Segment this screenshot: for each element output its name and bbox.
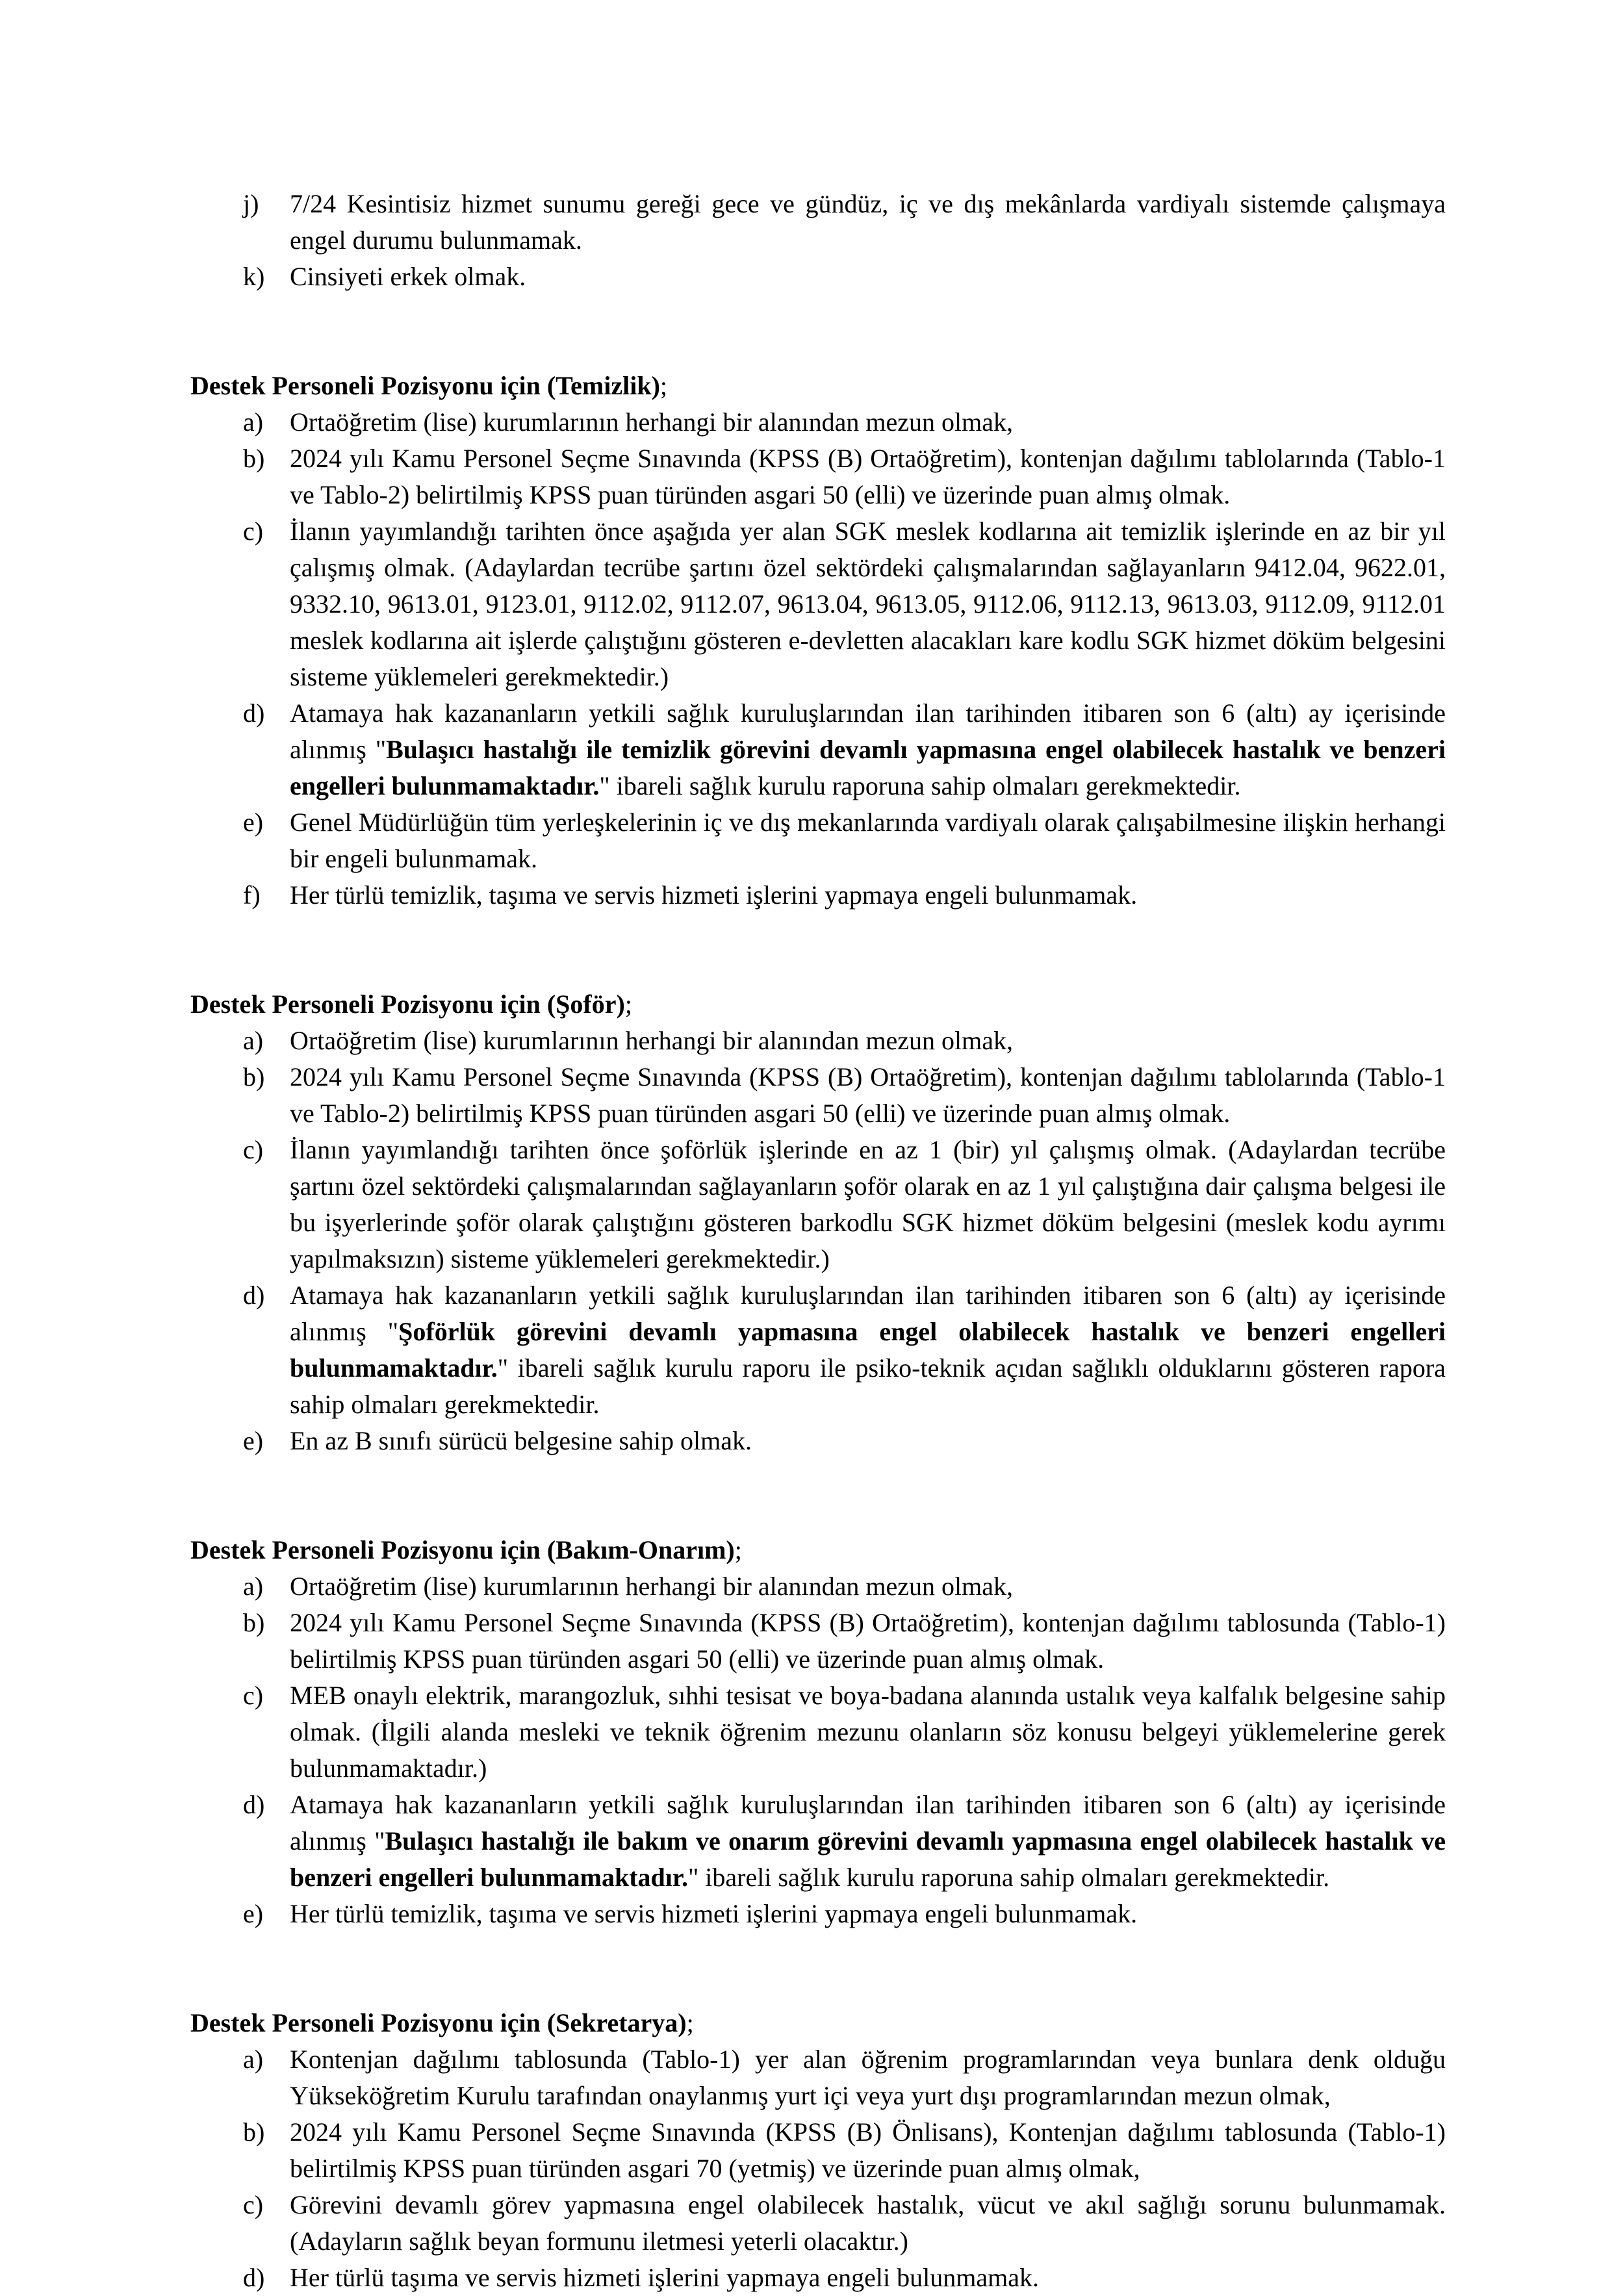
text-segment: " ibareli sağlık kurulu raporu ile psiko-teknik açıdan sağlıklı olduklarını gösteren rapora sahip olmaları gerekmektedir. — [290, 1353, 1446, 1419]
item-marker: e) — [243, 1426, 264, 1455]
heading-bold-text: Destek Personeli Pozisyonu için (Sekretarya) — [190, 2008, 687, 2037]
section-item-list — [190, 1023, 1446, 1459]
text-segment: Her türlü temizlik, taşıma ve servis hizmeti işlerini yapmaya engeli bulunmamak. — [290, 880, 1138, 910]
item-marker: b) — [243, 1062, 265, 1091]
item-text — [290, 1896, 1446, 1932]
list-item — [190, 804, 1446, 877]
text-segment: 2024 yılı Kamu Personel Seçme Sınavında (KPSS (B) Ortaöğretim), kontenjan dağılımı tablolarında (Tablo-1 ve Tablo-2) belirtilmiş KPSS puan türünden asgari 50 (elli) ve üzerinde puan almış olmak. — [290, 444, 1446, 509]
heading-tail: ; — [624, 989, 632, 1019]
text-segment: Her türlü taşıma ve servis hizmeti işlerini yapmaya engeli bulunmamak. — [290, 2263, 1040, 2292]
list-item — [190, 1896, 1446, 1932]
item-text — [290, 440, 1446, 513]
item-marker: a) — [243, 407, 264, 437]
text-segment: Atamaya hak kazananların yetkili sağlık kuruluşlarından ilan tarihinden itibaren son 6 (altı) ay içerisinde alınmış " — [290, 1790, 1446, 1856]
section-item-list — [190, 2041, 1446, 2296]
heading-bold-text: Destek Personeli Pozisyonu için (Temizlik) — [190, 371, 660, 400]
list-item — [190, 186, 1446, 259]
section-heading — [190, 986, 1446, 1023]
text-segment: Genel Müdürlüğün tüm yerleşkelerinin iç ve dış mekanlarında vardiyalı olarak çalışabilmesine ilişkin herhangi bir engeli bulunmamak. — [290, 808, 1446, 873]
text-segment: En az B sınıfı sürücü belgesine sahip olmak. — [290, 1426, 752, 1455]
item-marker: j) — [243, 189, 259, 218]
item-marker: b) — [243, 1608, 265, 1637]
text-segment: 7/24 Kesintisiz hizmet sunumu gereği gece ve gündüz, iç ve dış mekânlarda vardiyalı sistemde çalışmaya engel durumu bulunmamak. — [290, 189, 1446, 255]
text-segment: Cinsiyeti erkek olmak. — [290, 262, 526, 291]
section — [190, 2005, 1446, 2296]
text-segment: Ortaöğretim (lise) kurumlarının herhangi bir alanından mezun olmak, — [290, 1026, 1013, 1055]
list-item — [190, 1023, 1446, 1059]
section — [190, 368, 1446, 913]
text-segment: 2024 yılı Kamu Personel Seçme Sınavında (KPSS (B) Önlisans), Kontenjan dağılımı tablosunda (Tablo-1) belirtilmiş KPSS puan türünden asgari 70 (yetmiş) ve üzerinde puan almış olmak, — [290, 2117, 1446, 2183]
list-item — [190, 1059, 1446, 1132]
item-marker: d) — [243, 1790, 265, 1819]
text-segment: Ortaöğretim (lise) kurumlarının herhangi bir alanından mezun olmak, — [290, 407, 1013, 437]
section-item-list — [190, 404, 1446, 913]
list-item — [190, 1568, 1446, 1605]
item-marker: c) — [243, 2190, 264, 2219]
text-segment: 2024 yılı Kamu Personel Seçme Sınavında (KPSS (B) Ortaöğretim), kontenjan dağılımı tablolarında (Tablo-1 ve Tablo-2) belirtilmiş KPSS puan türünden asgari 50 (elli) ve üzerinde puan almış olmak. — [290, 1062, 1446, 1128]
item-text — [290, 1568, 1446, 1605]
list-item — [190, 1677, 1446, 1787]
item-text — [290, 186, 1446, 259]
top-item-list — [190, 186, 1446, 295]
heading-tail: ; — [659, 371, 668, 400]
text-segment: Atamaya hak kazananların yetkili sağlık kuruluşlarından ilan tarihinden itibaren son 6 (altı) ay içerisinde alınmış " — [290, 698, 1446, 764]
bold-text-segment: Bulaşıcı hastalığı ile bakım ve onarım görevini devamlı yapmasına engel olabilecek hastalık ve benzeri engelleri bulunmamaktadır. — [290, 1826, 1446, 1892]
list-item — [190, 1787, 1446, 1896]
heading-bold-text: Destek Personeli Pozisyonu için (Şoför) — [190, 989, 625, 1019]
item-text — [290, 2114, 1446, 2187]
section — [190, 1532, 1446, 1932]
item-text — [290, 1059, 1446, 1132]
item-marker: e) — [243, 1899, 264, 1928]
list-item — [190, 877, 1446, 913]
text-segment: İlanın yayımlandığı tarihten önce şoförlük işlerinde en az 1 (bir) yıl çalışmış olmak. (Adaylardan tecrübe şartını özel sektördeki çalışmalarından sağlayanların şoför olarak en az 1 yıl çalıştığına dair çalışma belgesi ile bu işyerlerinde şoför olarak çalıştığını gösteren barkodlu SGK hizmet döküm belgesini (meslek kodu ayrımı yapılmaksızın) sisteme yüklemeleri gerekmektedir.) — [290, 1135, 1446, 1273]
text-segment: İlanın yayımlandığı tarihten önce aşağıda yer alan SGK meslek kodlarına ait temizlik işlerinde en az bir yıl çalışmış olmak. (Adaylardan tecrübe şartını özel sektördeki çalışmalarından sağlayanların 9412.04, 9622.01, 9332.10, 9613.01, 9123.01, 9112.02, 9112.07, 9613.04, 9613.05, 9112.06, 9112.13, 9613.03, 9112.09, 9112.01 meslek kodlarına ait işlerde çalıştığını gösteren e-devletten alacakları kare kodlu SGK hizmet döküm belgesini sisteme yüklemeleri gerekmektedir.) — [290, 517, 1446, 691]
item-text — [290, 1132, 1446, 1277]
item-text — [290, 695, 1446, 804]
section-heading — [190, 368, 1446, 404]
item-text — [290, 404, 1446, 440]
list-item — [190, 2187, 1446, 2260]
list-item — [190, 2041, 1446, 2114]
item-marker: f) — [243, 880, 261, 910]
item-marker: e) — [243, 808, 264, 837]
item-marker: d) — [243, 698, 265, 728]
item-marker: a) — [243, 1026, 264, 1055]
list-item — [190, 440, 1446, 513]
item-text — [290, 2187, 1446, 2260]
item-text — [290, 1605, 1446, 1677]
item-text — [290, 1023, 1446, 1059]
list-item — [190, 1132, 1446, 1277]
section-heading — [190, 1532, 1446, 1568]
item-marker: c) — [243, 1135, 264, 1164]
item-marker: c) — [243, 1681, 264, 1710]
item-text — [290, 1787, 1446, 1896]
text-segment: MEB onaylı elektrik, marangozluk, sıhhi tesisat ve boya-badana alanında ustalık veya kalfalık belgesine sahip olmak. (İlgili alanda mesleki ve teknik öğrenim mezunu olanların söz konusu belgeyi yüklemelerine gerek bulunmamaktadır.) — [290, 1681, 1446, 1783]
list-item — [190, 2114, 1446, 2187]
text-segment: Görevini devamlı görev yapmasına engel olabilecek hastalık, vücut ve akıl sağlığı sorunu bulunmamak. (Adayların sağlık beyan formunu iletmesi yeterli olacaktır.) — [290, 2190, 1446, 2256]
heading-tail: ; — [686, 2008, 694, 2037]
text-segment: Her türlü temizlik, taşıma ve servis hizmeti işlerini yapmaya engeli bulunmamak. — [290, 1899, 1138, 1928]
list-item — [190, 1423, 1446, 1459]
item-marker: d) — [243, 1281, 265, 1310]
text-segment: Kontenjan dağılımı tablosunda (Tablo-1) yer alan öğrenim programlarından veya bunlara denk olduğu Yükseköğretim Kurulu tarafından onaylanmış yurt içi veya yurt dışı programlarından mezun olmak, — [290, 2045, 1446, 2110]
text-segment: " ibareli sağlık kurulu raporuna sahip olmaları gerekmektedir. — [599, 771, 1241, 800]
bold-text-segment: Şoförlük görevini devamlı yapmasına engel olabilecek hastalık ve benzeri engelleri bulunmamaktadır. — [290, 1317, 1446, 1383]
item-text — [290, 804, 1446, 877]
item-marker: b) — [243, 444, 265, 473]
heading-tail: ; — [734, 1535, 742, 1564]
bold-text-segment: Bulaşıcı hastalığı ile temizlik görevini devamlı yapmasına engel olabilecek hastalık ve benzeri engelleri bulunmamaktadır. — [290, 735, 1446, 800]
item-text — [290, 513, 1446, 695]
text-segment: 2024 yılı Kamu Personel Seçme Sınavında (KPSS (B) Ortaöğretim), kontenjan dağılımı tablosunda (Tablo-1) belirtilmiş KPSS puan türünden asgari 50 (elli) ve üzerinde puan almış olmak. — [290, 1608, 1446, 1674]
item-text — [290, 1423, 1446, 1459]
item-marker: a) — [243, 1572, 264, 1601]
list-item — [190, 2260, 1446, 2296]
text-segment: Ortaöğretim (lise) kurumlarının herhangi bir alanından mezun olmak, — [290, 1572, 1013, 1601]
section-heading — [190, 2005, 1446, 2041]
item-text — [290, 2260, 1446, 2296]
list-item — [190, 1605, 1446, 1677]
item-marker: b) — [243, 2117, 265, 2147]
item-text — [290, 1677, 1446, 1787]
item-marker: k) — [243, 262, 265, 291]
item-text — [290, 259, 1446, 295]
list-item — [190, 695, 1446, 804]
text-segment: " ibareli sağlık kurulu raporuna sahip olmaları gerekmektedir. — [687, 1863, 1330, 1892]
item-marker: c) — [243, 517, 264, 546]
item-text — [290, 1277, 1446, 1423]
list-item — [190, 259, 1446, 295]
list-item — [190, 513, 1446, 695]
section-list — [190, 368, 1446, 2296]
item-marker: d) — [243, 2263, 265, 2292]
item-marker: a) — [243, 2045, 264, 2074]
list-item — [190, 404, 1446, 440]
item-text — [290, 2041, 1446, 2114]
section — [190, 986, 1446, 1459]
list-item — [190, 1277, 1446, 1423]
text-segment: Atamaya hak kazananların yetkili sağlık kuruluşlarından ilan tarihinden itibaren son 6 (altı) ay içerisinde alınmış " — [290, 1281, 1446, 1346]
section-item-list — [190, 1568, 1446, 1932]
heading-bold-text: Destek Personeli Pozisyonu için (Bakım-Onarım) — [190, 1535, 735, 1564]
item-text — [290, 877, 1446, 913]
